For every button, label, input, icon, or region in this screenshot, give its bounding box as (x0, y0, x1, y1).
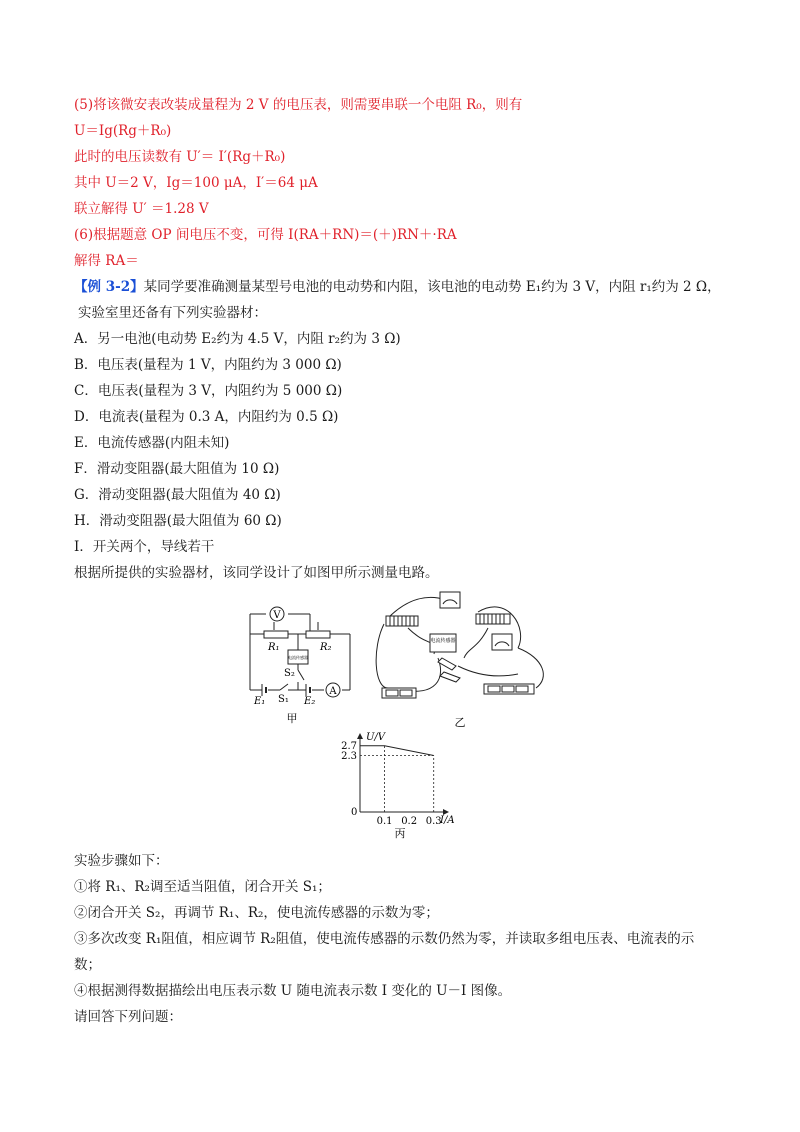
e1-label: E₁ (254, 696, 266, 707)
step-3: ③多次改变 R₁阻值，相应调节 R₂阻值，使电流传感器的示数仍然为零，并读取多组电压表、电流表的示 (74, 931, 695, 947)
steps-title: 实验步骤如下： (74, 853, 169, 869)
r1-label: R₁ (268, 642, 280, 653)
option-e: E．电流传感器(内阻未知) (74, 435, 230, 451)
origin-label: 0 (351, 807, 358, 818)
solution-p5-eq4: 联立解得 U′ ＝1.28 V (74, 201, 209, 217)
solution-p5-eq2: 此时的电压读数有 U′＝ I′(Rg＋R₀) (74, 149, 286, 165)
option-h: H．滑动变阻器(最大阻值为 60 Ω) (74, 513, 282, 529)
step-3-cont: 数； (74, 957, 101, 973)
figure-jia-caption: 甲 (286, 712, 298, 725)
option-d: D．电流表(量程为 0.3 A，内阻约为 0.5 Ω) (74, 409, 339, 425)
x-tick-label-2: 0.3 (425, 816, 442, 827)
example-intro-line1 (74, 278, 721, 296)
figure-bing-chart (330, 730, 480, 842)
figure-yi-photo (368, 588, 558, 738)
step-4: ④根据测得数据描绘出电压表示数 U 随电流表示数 I 变化的 U－I 图像。 (74, 983, 512, 999)
option-a: A．另一电池(电动势 E₂约为 4.5 V，内阻 r₂约为 3 Ω) (74, 331, 401, 347)
option-g: G．滑动变阻器(最大阻值为 40 Ω) (74, 487, 281, 503)
r2-label: R₂ (320, 642, 332, 653)
sensor-label: 电流传感器 (288, 655, 308, 660)
s2-label: S₂ (284, 668, 295, 679)
option-c: C．电压表(量程为 3 V，内阻约为 5 000 Ω) (74, 383, 343, 399)
option-f: F．滑动变阻器(最大阻值为 10 Ω) (74, 461, 280, 477)
figure-yi-caption: 乙 (454, 716, 466, 729)
y-axis-label: U/V (366, 732, 386, 743)
voltmeter-label: V (273, 610, 281, 621)
ammeter-label: A (329, 686, 337, 697)
figure-bing-caption: 丙 (394, 827, 406, 840)
option-i: I．开关两个，导线若干 (74, 539, 215, 555)
solution-p5-title: (5)将该微安表改装成量程为 2 V 的电压表，则需要串联一个电阻 R₀，则有 (74, 97, 523, 113)
u-i-series-line (360, 746, 434, 756)
figure-jia-circuit (240, 596, 360, 734)
example-design: 根据所提供的实验器材，该同学设计了如图甲所示测量电路。 (74, 565, 439, 581)
y-tick-label-1: 2.7 (341, 741, 357, 753)
example-tag: 【例 3-2】 (74, 279, 144, 295)
x-axis-label: I/A (440, 815, 455, 826)
s1-label: S₁ (278, 694, 289, 705)
example-intro-text: 某同学要准确测量某型号电池的电动势和内阻，该电池的电动势 E₁约为 3 V，内阻 r₁约为 2 Ω， (143, 279, 721, 295)
step-1: ①将 R₁、R₂调至适当阻值，闭合开关 S₁； (74, 879, 331, 895)
e2-label: E₂ (304, 696, 316, 707)
x-tick-label-0: 0.1 (376, 816, 393, 827)
x-tick-label-1: 0.2 (401, 816, 418, 827)
solution-p5-eq1: U＝Ig(Rg＋R₀) (74, 123, 172, 139)
yi-sensor-label: 电流传感器 (430, 638, 456, 644)
solution-p5-eq3: 其中 U＝2 V，Ig＝100 μA，I′＝64 μA (74, 175, 318, 191)
question-prompt: 请回答下列问题： (74, 1009, 182, 1025)
y-tick-label-0: 2.3 (341, 751, 357, 763)
step-2: ②闭合开关 S₂，再调节 R₁、R₂，使电流传感器的示数为零； (74, 905, 439, 921)
solution-p6-result: 解得 RA＝ (74, 253, 139, 269)
solution-p6-title: (6)根据题意 OP 间电压不变，可得 I(RA＋RN)＝(＋)RN＋·RA (74, 227, 457, 243)
example-intro-line2: 实验室里还备有下列实验器材： (78, 305, 267, 321)
option-b: B．电压表(量程为 1 V，内阻约为 3 000 Ω) (74, 357, 342, 373)
